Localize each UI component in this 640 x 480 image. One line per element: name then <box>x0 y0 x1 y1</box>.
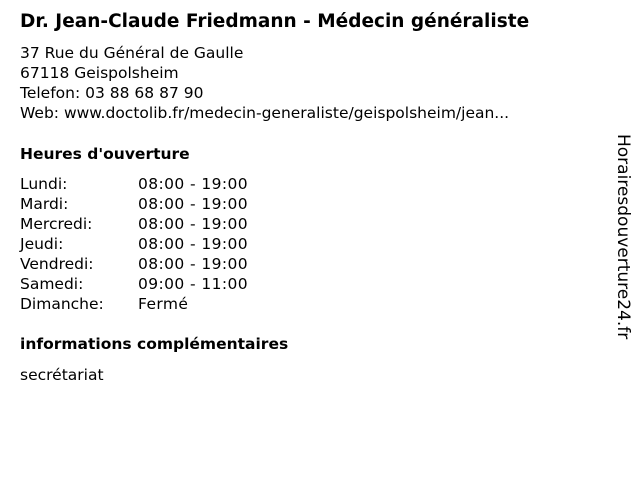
opening-hours-table <box>20 174 320 314</box>
day-label: Dimanche: <box>20 295 104 313</box>
address-block <box>20 43 509 123</box>
time-value: 08:00 - 19:00 <box>138 235 248 253</box>
hours-row-lundi <box>20 174 320 194</box>
hours-row-jeudi <box>20 234 320 254</box>
additional-info-text: secrétariat <box>20 366 104 384</box>
hours-row-vendredi <box>20 254 320 274</box>
hours-row-samedi <box>20 274 320 294</box>
watermark-text: Horairesdouverture24.fr <box>613 134 633 340</box>
hours-row-dimanche <box>20 294 320 314</box>
day-label: Lundi: <box>20 175 68 193</box>
day-label: Jeudi: <box>20 235 64 253</box>
time-value: 08:00 - 19:00 <box>138 255 248 273</box>
time-value: 08:00 - 19:00 <box>138 175 248 193</box>
page-title: Dr. Jean-Claude Friedmann - Médecin généraliste <box>20 11 530 32</box>
website-link[interactable]: Web: www.doctolib.fr/medecin-generaliste/geispolsheim/jean... <box>20 104 510 122</box>
time-value: 08:00 - 19:00 <box>138 195 248 213</box>
site-watermark <box>611 134 635 374</box>
day-label: Mardi: <box>20 195 69 213</box>
street-address: 37 Rue du Général de Gaulle <box>20 44 244 62</box>
day-label: Samedi: <box>20 275 84 293</box>
opening-hours-heading: Heures d'ouverture <box>20 145 190 163</box>
hours-row-mardi <box>20 194 320 214</box>
time-value: 08:00 - 19:00 <box>138 215 248 233</box>
city-address: 67118 Geispolsheim <box>20 64 179 82</box>
day-label: Mercredi: <box>20 215 93 233</box>
time-value: Fermé <box>138 295 189 313</box>
hours-row-mercredi <box>20 214 320 234</box>
phone-number: Telefon: 03 88 68 87 90 <box>20 84 204 102</box>
day-label: Vendredi: <box>20 255 94 273</box>
time-value: 09:00 - 11:00 <box>138 275 248 293</box>
additional-info-heading: informations complémentaires <box>20 335 289 353</box>
